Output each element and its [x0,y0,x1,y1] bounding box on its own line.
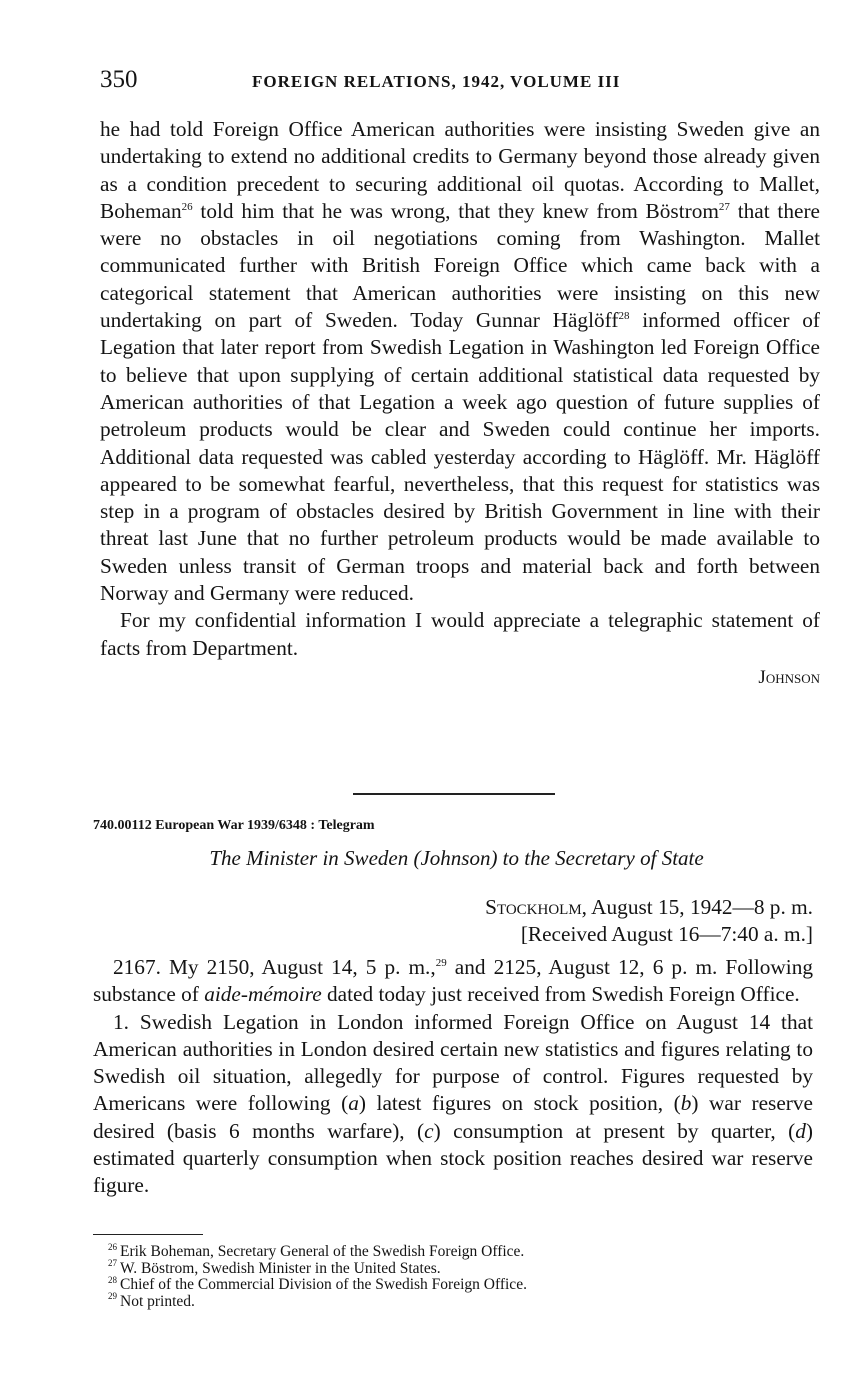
footnote: $^{27}$ W. Böstrom, Swedish Minister in the United States. [108,1258,441,1277]
second-doc-paragraph-1: 2167. My 2150, August 14, 5 p. m.,$^{29}$ and 2125, August 12, 6 p. m. Following substance of aide-mémoire dated today just received from Swedish Foreign Office. [93,955,813,1007]
footnote: $^{28}$ Chief of the Commercial Division of the Swedish Foreign Office. [108,1274,527,1293]
second-doc-paragraph-2: 1. Swedish Legation in London informed Foreign Office on August 14 that American authorities in London desired certain new statistics and figures relating to Swedish oil situation, allegedly for purpose of control. Figures requested by Americans were following (a) latest figures on stock position, (b) war reserve desired (basis 6 months warfare), (c) consumption at present by quarter, (d) estimated quarterly consumption when stock position reaches desired war reserve figure. [93,1009,813,1198]
second-document-body [93,954,813,1200]
footnote-ref-26: 26 [181,200,193,213]
file-reference: 740.00112 European War 1939/6348 : Telegram [93,818,375,833]
dateline [93,894,813,949]
footnote-ref-28: 28 [618,309,630,322]
dateline-place: Stockholm [485,895,582,919]
footnote-ref-27: 27 [718,200,730,213]
received-line: [Received August 16—7:40 a. m.] [520,922,813,947]
section-divider [353,793,555,795]
dateline-date: , August 15, 1942—8 p. m. [581,895,813,919]
first-doc-paragraph-2: For my confidential information I would appreciate a telegraphic statement of facts from Department. [100,608,820,660]
footnote: $^{26}$ Erik Boheman, Secretary General of the Swedish Foreign Office. [108,1241,525,1260]
first-document-body [100,116,820,691]
running-title: FOREIGN RELATIONS, 1942, VOLUME III [252,72,621,91]
page-number: 350 [100,66,138,93]
document-title: The Minister in Sweden (Johnson) to the Secretary of State [209,846,704,870]
signature: Johnson [758,666,820,688]
footnotes [108,1241,808,1310]
footnote-divider [93,1234,203,1235]
footnote-ref-29: 29 [435,956,447,969]
page-header [100,66,820,98]
first-doc-paragraph-1: he had told Foreign Office American authorities were insisting Sweden give an undertaking to extend no additional credits to Germany beyond those already given as a condition precedent to securing additional oil quotas. According to Mallet, Boheman$^{26}$ told him that he was wrong, that they knew from Böstrom$^{27}$ that there were no obstacles in oil negotiations coming from Washington. Mallet communicated further with British Foreign Office which came back with a categorical statement that American authorities were insisting on this new undertaking on part of Sweden. Today Gunnar Häglöff$^{28}$ informed officer of Legation that later report from Swedish Legation in Washington led Foreign Office to believe that upon supplying of certain additional statistical data requested by American authorities of that Legation a week ago question of future supplies of petroleum products would be clear and Sweden could continue her imports. Additional data requested was cabled yesterday according to Häglöff. Mr. Häglöff appeared to be somewhat fearful, nevertheless, that this request for statistics was step in a program of obstacles desired by British Government in line with their threat last June that no further petroleum products would be made available to Sweden unless transit of German troops and material back and forth between Norway and Germany were reduced. [100,117,821,606]
footnote: $^{29}$ Not printed. [108,1291,195,1310]
